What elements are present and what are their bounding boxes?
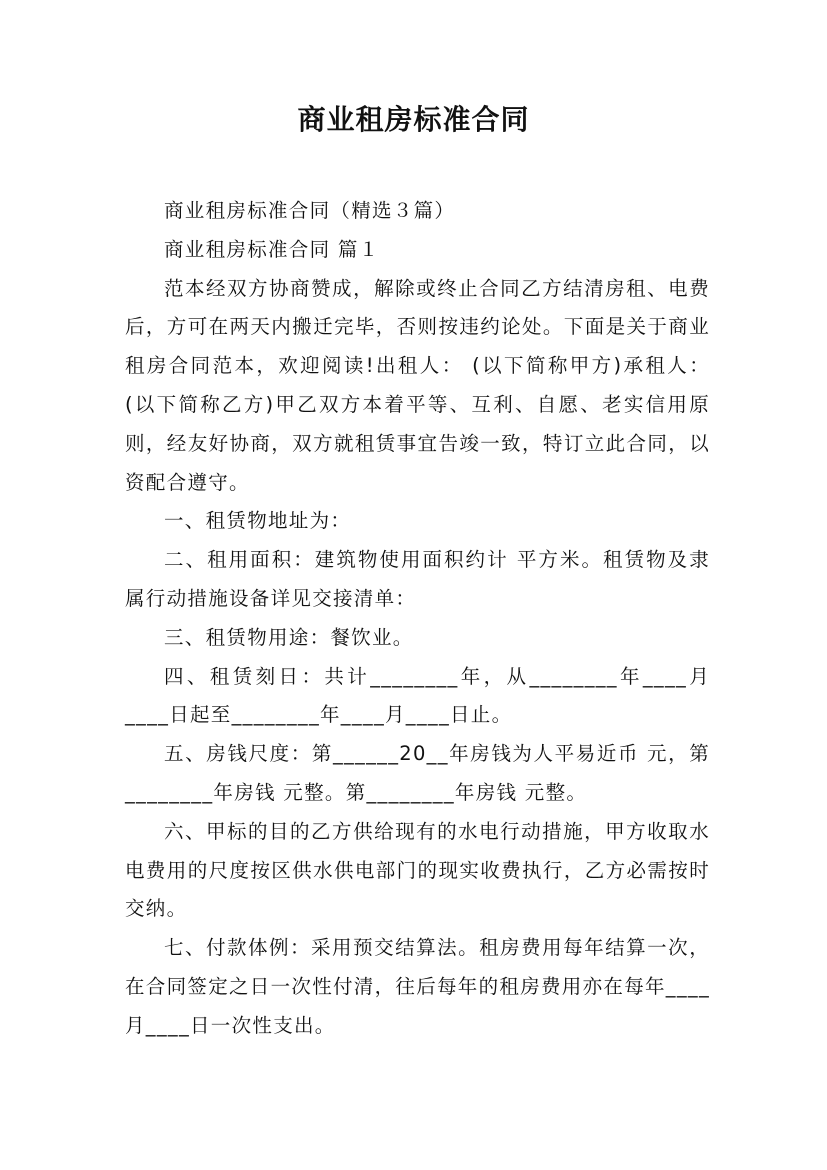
paragraph-clause-3: 三、租赁物用途：餐饮业。 xyxy=(164,625,414,649)
paragraph-clause-2: 二、租用面积：建筑物使用面积约计 平方米。租赁物及隶属行动措施设备详见交接清单： xyxy=(125,548,710,610)
document-title: 商业租房标准合同 xyxy=(297,103,530,136)
paragraph-section-heading: 商业租房标准合同 篇１ xyxy=(164,237,380,261)
paragraph-clause-5: 五、房钱尺度：第______20__年房钱为人平易近币 元，第________年房钱 元整。第________年房钱 元整。 xyxy=(125,742,710,804)
paragraph-clause-7: 七、付款体例：采用预交结算法。租房费用每年结算一次，在合同签定之日一次性付清，往后每年的租房费用亦在每年____月____日一次性支出。 xyxy=(125,936,710,1037)
paragraph-clause-6: 六、甲标的目的乙方供给现有的水电行动措施，甲方收取水电费用的尺度按区供水供电部门的现实收费执行，乙方必需按时交纳。 xyxy=(125,819,710,921)
paragraph-subtitle: 商业租房标准合同（精选３篇） xyxy=(164,199,456,222)
paragraph-clause-4: 四、租赁刻日：共计________年，从________年____月____日起至________年____月____日止。 xyxy=(125,664,710,727)
paragraph-intro: 范本经双方协商赞成，解除或终止合同乙方结清房租、电费后，方可在两天内搬迁完毕，否则按违约论处。下面是关于商业租房合同范本，欢迎阅读!出租人： (以下简称甲方)承租人： (以下简称乙方)甲乙双方本着平等、互利、自愿、老实信用原则，经友好协商，双方就租赁事宜告竣一致，特订立此合同，以资配合遵守。 xyxy=(125,276,710,494)
document-body xyxy=(125,192,710,1046)
paragraph-clause-1: 一、租赁物地址为： xyxy=(164,509,352,533)
